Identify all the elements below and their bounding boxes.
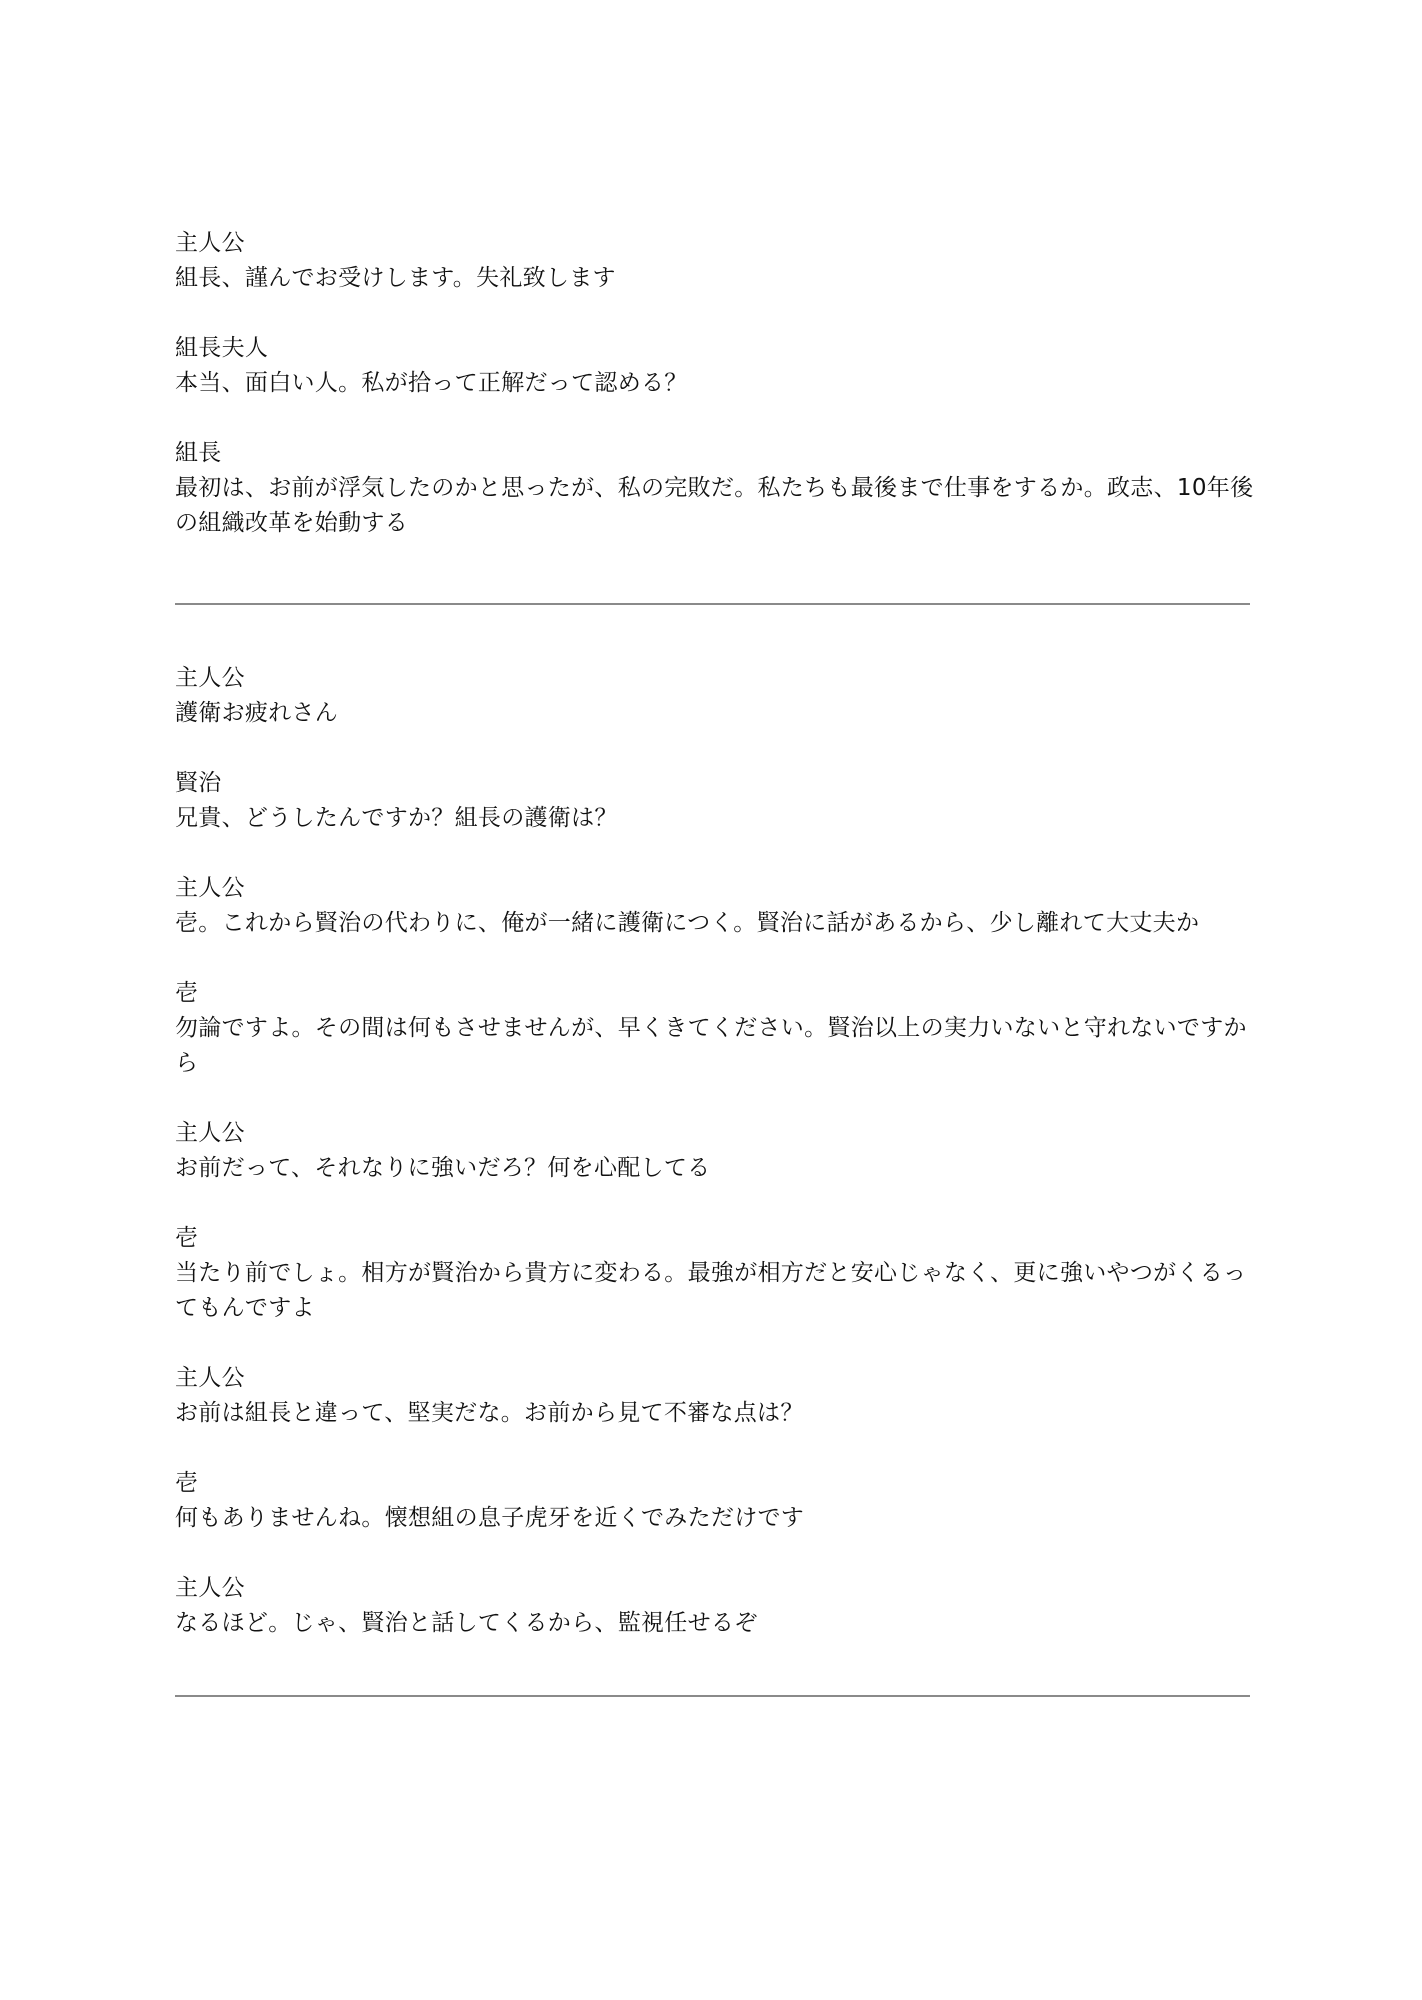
dialogue-line: お前だって、それなりに強いだろ？何を心配してる — [175, 1155, 711, 1181]
dialogue-entry — [175, 871, 1255, 941]
dialogue-entry — [175, 226, 1255, 296]
dialogue-entry — [175, 661, 1255, 731]
dialogue-line: 本当、面白い人。私が拾って正解だって認める？ — [175, 370, 688, 396]
speaker-name: 主人公 — [175, 665, 245, 691]
dialogue-entry — [175, 331, 1255, 401]
dialogue-entry — [175, 1571, 1255, 1641]
dialogue-line: 当たり前でしょ。相方が賢治から貴方に変わる。最強が相方だと安心じゃなく、更に強いやつがくるってもんですよ — [175, 1260, 1247, 1321]
section-divider — [175, 1695, 1250, 1697]
speaker-name: 主人公 — [175, 230, 245, 256]
dialogue-line: なるほど。じゃ、賢治と話してくるから、監視任せるぞ — [175, 1610, 758, 1636]
dialogue-line: 最初は、お前が浮気したのかと思ったが、私の完敗だ。私たちも最後まで仕事をするか。政志、10年後の組織改革を始動する — [175, 475, 1254, 536]
dialogue-line: 兄貴、どうしたんですか？組長の護衛は？ — [175, 805, 618, 831]
dialogue-entry — [175, 976, 1255, 1081]
speaker-name: 壱 — [175, 980, 199, 1006]
speaker-name: 壱 — [175, 1470, 199, 1496]
dialogue-line: 勿論ですよ。その間は何もさせませんが、早くきてください。賢治以上の実力いないと守れないですから — [175, 1015, 1247, 1076]
speaker-name: 賢治 — [175, 770, 222, 796]
speaker-name: 主人公 — [175, 1120, 245, 1146]
dialogue-entry — [175, 1221, 1255, 1326]
speaker-name: 主人公 — [175, 1575, 245, 1601]
dialogue-section-1 — [175, 226, 1255, 541]
speaker-name: 主人公 — [175, 1365, 245, 1391]
speaker-name: 組長 — [175, 440, 222, 466]
dialogue-entry — [175, 1361, 1255, 1431]
speaker-name: 主人公 — [175, 875, 245, 901]
dialogue-line: 壱。これから賢治の代わりに、俺が一緒に護衛につく。賢治に話があるから、少し離れて大丈夫か — [175, 910, 1200, 936]
speaker-name: 壱 — [175, 1225, 199, 1251]
dialogue-line: 何もありませんね。懐想組の息子虎牙を近くでみただけです — [175, 1505, 805, 1531]
speaker-name: 組長夫人 — [175, 335, 269, 361]
section-divider — [175, 603, 1250, 605]
dialogue-entry — [175, 766, 1255, 836]
dialogue-entry — [175, 436, 1255, 541]
dialogue-line: 組長、謹んでお受けします。失礼致します — [175, 265, 616, 291]
dialogue-line: お前は組長と違って、堅実だな。お前から見て不審な点は？ — [175, 1400, 804, 1426]
dialogue-entry — [175, 1466, 1255, 1536]
dialogue-line: 護衛お疲れさん — [175, 700, 339, 726]
dialogue-entry — [175, 1116, 1255, 1186]
dialogue-section-2 — [175, 661, 1255, 1641]
document-page — [175, 226, 1255, 1697]
